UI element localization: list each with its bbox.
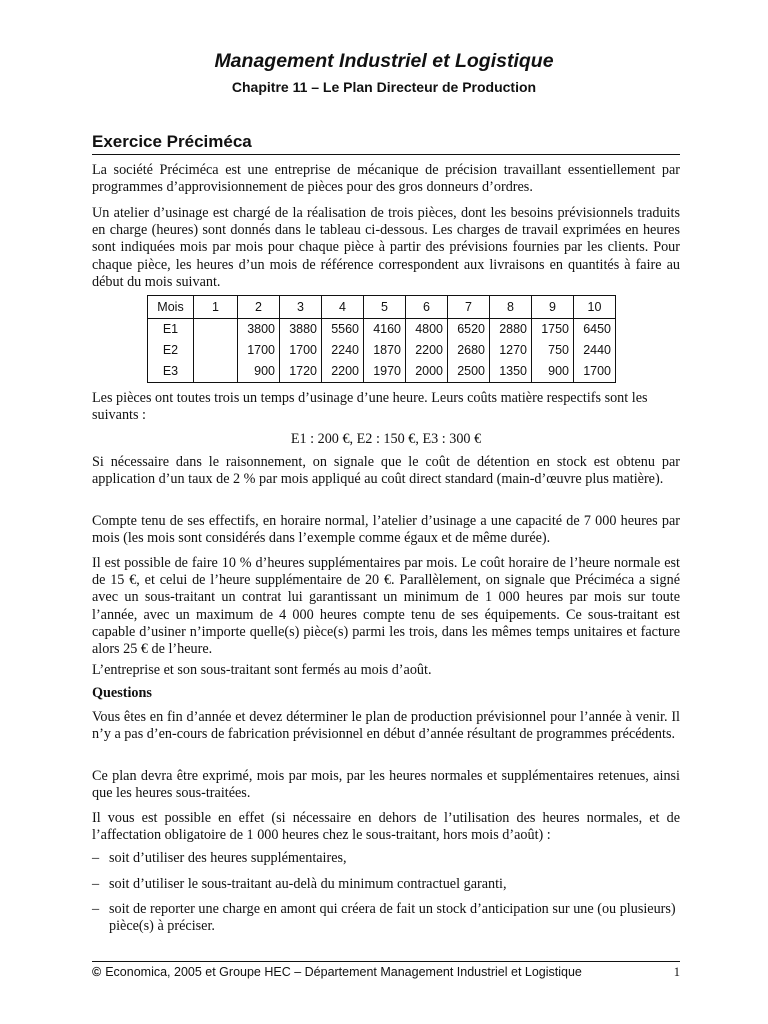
footer-credits (92, 965, 582, 979)
paragraph-options-text: Il vous est possible en effet (si nécessaire en dehors de l’utilisation des heures normales, et de l’affectation obligatoire de 1 000 heures chez le sous-traitant, hors mois d’août) : (92, 810, 680, 844)
table-row-label: E3 (148, 361, 194, 383)
table-cell: 2240 (322, 340, 364, 361)
table-cell: 1970 (364, 361, 406, 383)
table-row (148, 361, 616, 383)
table-cell: 2200 (406, 340, 448, 361)
table-header-cell: 5 (364, 296, 406, 319)
table-cell: 1750 (532, 319, 574, 341)
table-cell: 1700 (280, 340, 322, 361)
table-cell: 900 (238, 361, 280, 383)
bullet-dash: – (92, 901, 100, 917)
table-header-cell: 2 (238, 296, 280, 319)
bullet-dash: – (92, 876, 100, 892)
list-item-text: soit d’utiliser le sous-traitant au-delà du minimum contractuel garanti, (109, 876, 507, 892)
paragraph-workshop (92, 205, 680, 291)
chapter-subtitle: Chapitre 11 – Le Plan Directeur de Production (231, 79, 537, 95)
list-item (92, 876, 680, 893)
table-cell: 2500 (448, 361, 490, 383)
paragraph-capacity-text: Compte tenu de ses effectifs, en horaire normal, l’atelier d’usinage a une capacité de 7 000 heures par mois (les mois sont considérés dans l’exemple comme égaux et de même durée). (92, 513, 680, 547)
paragraph-plan-text: Ce plan devra être exprimé, mois par mois, par les heures normales et supplémentaires retenues, ainsi que les heures sous-traitées. (92, 768, 680, 802)
title-underline (92, 154, 680, 155)
material-costs: E1 : 200 €, E2 : 150 €, E3 : 300 € (290, 431, 482, 447)
paragraph-storage-cost (92, 454, 680, 488)
table-cell: 2440 (574, 340, 616, 361)
table-cell (194, 340, 238, 361)
document-title: Management Industriel et Logistique (214, 50, 554, 72)
paragraph-overtime-text: Il est possible de faire 10 % d’heures supplémentaires par mois. Le coût horaire de l’heure normale est de 15 €, et celui de l’heure supplémentaire de 20 €. Parallèlement, on signale que Préciméca a signé avec un sous-traitant un contrat lui garantissant un minimum de 1 000 heures par mois sur toute l’année, avec un maximum de 4 000 heures compte tenu de ses équipements. Ce sous-traitant est capable d’usiner n’importe quelle(s) pièce(s) parmi les trois, dans les mêmes temps unitaires et facture alors 25 € de l’heure. (92, 555, 680, 658)
list-item-text: soit de reporter une charge en amont qui créera de fait un stock d’anticipation sur une (ou plusieurs) pièce(s) à préciser. (109, 901, 676, 935)
table-header-cell: 6 (406, 296, 448, 319)
table-cell: 750 (532, 340, 574, 361)
table-cell: 1270 (490, 340, 532, 361)
table-row (148, 319, 616, 341)
paragraph-plan-expression (92, 768, 680, 802)
table-cell: 3880 (280, 319, 322, 341)
paragraph-machining-time-text: Les pièces ont toutes trois un temps d’usinage d’une heure. Leurs coûts matière respectifs sont les suivants : (92, 390, 648, 424)
table-header-cell: 3 (280, 296, 322, 319)
copyright-icon: © (92, 965, 102, 979)
table-row-label: E2 (148, 340, 194, 361)
paragraph-intro (92, 162, 680, 196)
paragraph-options (92, 810, 680, 844)
paragraph-workshop-text: Un atelier d’usinage est chargé de la réalisation de trois pièces, dont les besoins prévisionnels traduits en charge (heures) sont donnés dans le tableau ci-dessous. Les charges de travail exprimées en heures sont indiquées mois par mois pour chaque pièce à partir des prévisions fournies par les clients. Pour chaque pièce, les heures d’un mois de référence correspondent aux livraisons en quantités à faire au début du mois suivant. (92, 205, 680, 290)
table-cell: 2200 (322, 361, 364, 383)
table-cell: 3800 (238, 319, 280, 341)
questions-heading: Questions (92, 685, 152, 701)
paragraph-august-text: L’entreprise et son sous-traitant sont fermés au mois d’août. (92, 662, 432, 678)
table-cell: 5560 (322, 319, 364, 341)
paragraph-capacity (92, 513, 680, 547)
table-cell: 6520 (448, 319, 490, 341)
table-cell (194, 319, 238, 341)
paragraph-question-intro (92, 709, 680, 743)
table-cell: 1700 (238, 340, 280, 361)
table-header-cell: 1 (194, 296, 238, 319)
load-table (147, 295, 616, 383)
paragraph-august-closure (92, 662, 680, 679)
paragraph-question-intro-text: Vous êtes en fin d’année et devez déterminer le plan de production prévisionnel pour l’année à venir. Il n’y a pas d’en-cours de fabrication prévisionnel en début d’année résultant de programmes précédents. (92, 709, 680, 743)
table-cell: 2880 (490, 319, 532, 341)
table-cell: 2000 (406, 361, 448, 383)
page-number: 1 (673, 965, 680, 979)
list-item (92, 850, 680, 867)
exercise-title: Exercice Préciméca (92, 132, 252, 151)
bullet-dash: – (92, 850, 100, 866)
table-cell (194, 361, 238, 383)
table-cell: 6450 (574, 319, 616, 341)
table-cell: 4160 (364, 319, 406, 341)
table-header-cell: 8 (490, 296, 532, 319)
table-header-cell: 9 (532, 296, 574, 319)
paragraph-storage-cost-text: Si nécessaire dans le raisonnement, on signale que le coût de détention en stock est obtenu par application d’un taux de 2 % par mois appliqué au coût direct standard (main-d’œuvre plus matière). (92, 454, 680, 488)
table-cell: 1350 (490, 361, 532, 383)
table-cell: 4800 (406, 319, 448, 341)
table-cell: 1870 (364, 340, 406, 361)
table-row-label: E1 (148, 319, 194, 341)
table-row (148, 340, 616, 361)
paragraph-intro-text: La société Préciméca est une entreprise de mécanique de précision travaillant essentiellement par programmes d’approvisionnement de pièces pour des gros donneurs d’ordres. (92, 162, 680, 196)
list-item (92, 901, 680, 935)
paragraph-overtime-subcontracting (92, 555, 680, 658)
footer-text: Economica, 2005 et Groupe HEC – Département Management Industriel et Logistique (105, 965, 582, 979)
table-header-cell: 10 (574, 296, 616, 319)
table-cell: 2680 (448, 340, 490, 361)
paragraph-machining-time (92, 390, 680, 424)
table-header-cell: Mois (148, 296, 194, 319)
table-cell: 900 (532, 361, 574, 383)
footer-rule (92, 961, 680, 962)
table-header-cell: 7 (448, 296, 490, 319)
table-cell: 1720 (280, 361, 322, 383)
table-cell: 1700 (574, 361, 616, 383)
table-header-row (148, 296, 616, 319)
list-item-text: soit d’utiliser des heures supplémentaires, (109, 850, 347, 866)
table-header-cell: 4 (322, 296, 364, 319)
